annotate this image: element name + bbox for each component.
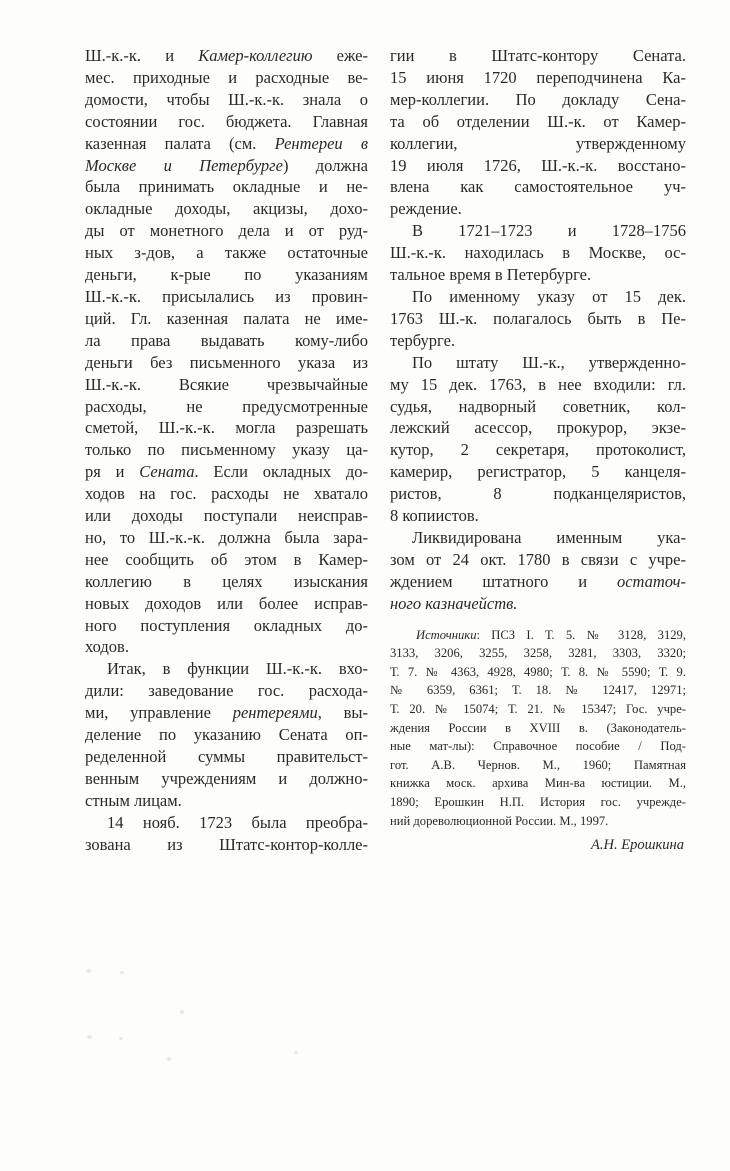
text-segment: домости, чтобы Ш.-к.-к. знала о — [85, 89, 368, 109]
text-line — [85, 308, 368, 330]
text-line — [85, 702, 368, 724]
text-segment: деньги без письменного указа из — [85, 352, 368, 372]
text-line — [390, 133, 686, 155]
text-segment: мер-коллегии. По докладу Сена- — [390, 89, 686, 109]
text-line — [390, 681, 686, 700]
text-segment: книжка моск. архива Мин-ва юстиции. М., — [390, 776, 686, 791]
text-segment: коллегии, утвержденному — [390, 133, 686, 153]
text-segment: ций. Гл. казенная палата не име- — [85, 308, 368, 328]
italic-text-segment: ного казначейств. — [390, 593, 518, 613]
left-column — [85, 45, 368, 856]
text-line — [85, 812, 368, 834]
text-line — [85, 155, 368, 177]
text-line — [390, 352, 686, 374]
text-segment: ходов. — [85, 637, 129, 657]
text-segment: гии в Штатс-контору Сената. — [390, 46, 686, 65]
text-segment: 8 копиистов. — [390, 506, 479, 526]
text-segment: . Если окладных до- — [194, 462, 369, 482]
text-line — [85, 133, 368, 155]
text-line — [390, 286, 686, 308]
text-segment: В 1721–1723 и 1728–1756 — [412, 221, 686, 241]
text-segment: 1890; Ерошкин Н.П. История гос. учрежде- — [390, 794, 686, 809]
scan-speck — [294, 1051, 298, 1054]
text-line — [390, 439, 686, 461]
text-segment: № 6359, 6361; Т. 18. № 12417, 12971; — [390, 683, 686, 698]
text-segment: лежский асессор, прокурор, экзе- — [390, 418, 686, 438]
text-segment: Ш.-к.-к. и — [85, 46, 199, 65]
text-segment: или доходы поступали неисправ- — [85, 506, 368, 526]
text-segment: ного поступления окладных до- — [85, 615, 368, 635]
text-line — [390, 571, 686, 593]
text-line — [390, 198, 686, 220]
text-segment: дили: заведование гос. расхода- — [85, 681, 368, 701]
text-segment: только по письменному указу ца- — [85, 440, 368, 460]
text-line — [85, 286, 368, 308]
text-line — [390, 700, 686, 719]
text-segment: реждение. — [390, 199, 462, 219]
text-line — [390, 549, 686, 571]
text-segment: Ш.-к.-к. находилась в Москве, ос- — [390, 243, 686, 263]
text-segment: окладные доходы, акцизы, дохо- — [85, 199, 368, 219]
text-line — [85, 746, 368, 768]
text-segment: деньги, к-рые по указаниям — [85, 265, 368, 285]
text-line — [390, 812, 686, 831]
text-segment: ды от монетного дела и от руд- — [85, 221, 368, 241]
text-line — [85, 483, 368, 505]
text-segment: еже- — [312, 46, 368, 65]
italic-text-segment: Источники — [416, 627, 477, 642]
text-segment: кутор, 2 секретаря, протоколист, — [390, 440, 686, 460]
text-segment: 15 июня 1720 переподчинена Ка- — [390, 67, 686, 87]
italic-text-segment: рентереями — [232, 703, 318, 723]
text-line — [85, 374, 368, 396]
text-line — [390, 89, 686, 111]
italic-text-segment: Рентереи в — [274, 133, 368, 153]
text-line — [390, 505, 686, 527]
scan-speck — [87, 1035, 92, 1039]
text-segment: Ликвидирована именным ука- — [412, 527, 686, 547]
text-segment: мес. приходные и расходные ве- — [85, 67, 368, 87]
scan-speck — [119, 1037, 123, 1040]
text-line — [85, 330, 368, 352]
text-segment: Итак, в функции Ш.-к.-к. вхо- — [107, 659, 368, 679]
text-line — [85, 593, 368, 615]
text-segment: казенная палата (см. — [85, 133, 275, 153]
text-segment: Т. 20. № 15074; Т. 21. № 15347; Гос. учре- — [390, 701, 686, 716]
text-segment: расходы, не предусмотренные — [85, 396, 368, 416]
text-line — [390, 374, 686, 396]
text-line — [390, 756, 686, 775]
text-line — [85, 527, 368, 549]
sources-block — [390, 626, 686, 831]
text-line — [390, 737, 686, 756]
text-segment: По именному указу от 15 дек. — [412, 286, 686, 306]
text-segment: ря и — [85, 462, 140, 482]
text-line — [390, 527, 686, 549]
text-segment: Т. 7. № 4363, 4928, 4980; Т. 8. № 5590; Т. 9. — [390, 664, 686, 679]
text-line — [85, 790, 368, 812]
text-segment: ла права выдавать кому-либо — [85, 330, 368, 350]
text-line — [390, 111, 686, 133]
text-segment: та об отделении Ш.-к. от Камер- — [390, 111, 686, 131]
text-segment: ределенной суммы правительст- — [85, 747, 368, 766]
text-segment: венным учреждениям и должно- — [85, 768, 368, 788]
text-segment: коллегию в целях изыскания — [85, 571, 368, 591]
text-line — [390, 774, 686, 793]
two-column-text-block — [85, 45, 686, 856]
text-segment: тальное время в Петербурге. — [390, 265, 592, 285]
text-line — [390, 461, 686, 483]
text-segment: нее сообщить об этом в Камер- — [85, 549, 368, 569]
italic-text-segment: остаточ- — [616, 571, 686, 591]
text-segment: 3133, 3206, 3255, 3258, 3281, 3303, 3320; — [390, 646, 686, 661]
text-line — [85, 67, 368, 89]
text-segment: 14 нояб. 1723 была преобра- — [107, 812, 368, 832]
text-segment: ) должна — [282, 155, 368, 175]
text-segment: камерир, регистратор, 5 канцеля- — [390, 462, 686, 482]
text-line — [390, 593, 686, 615]
scan-speck — [167, 1057, 171, 1061]
right-column-body — [390, 45, 686, 615]
text-line — [85, 768, 368, 790]
text-line — [390, 396, 686, 418]
text-line — [390, 264, 686, 286]
text-line — [85, 89, 368, 111]
text-segment: сметой, Ш.-к.-к. могла разрешать — [85, 418, 368, 438]
text-segment: , вы- — [317, 703, 368, 723]
text-segment: тербурге. — [390, 330, 456, 350]
text-segment: зована из Штатс-контор-колле- — [85, 834, 368, 854]
text-line — [390, 663, 686, 682]
text-segment: По штату Ш.-к., утвержденно- — [412, 352, 686, 372]
text-segment: 19 июля 1726, Ш.-к.-к. восстано- — [390, 155, 686, 175]
text-line — [85, 571, 368, 593]
text-line — [390, 242, 686, 264]
text-segment: была принимать окладные и не- — [85, 177, 368, 197]
text-line — [85, 352, 368, 374]
italic-text-segment: Камер-коллегию — [198, 46, 313, 65]
text-line — [85, 45, 368, 67]
text-line — [390, 220, 686, 242]
text-segment: деление по указанию Сената оп- — [85, 725, 368, 745]
text-segment: ждения России в XVIII в. (Законодатель- — [390, 720, 686, 735]
text-line — [85, 549, 368, 571]
text-line — [85, 111, 368, 133]
text-line — [85, 724, 368, 746]
text-line — [85, 396, 368, 418]
text-line — [390, 483, 686, 505]
text-segment: ходов на гос. расходы не хватало — [85, 484, 368, 504]
text-segment: ждением штатного и — [390, 571, 617, 591]
text-segment: 1763 Ш.-к. полагалось быть в Пе- — [390, 308, 686, 328]
text-line — [85, 417, 368, 439]
text-line — [85, 461, 368, 483]
text-segment: ных з-дов, а также остаточные — [85, 243, 368, 263]
right-column — [390, 45, 686, 856]
text-segment: Ш.-к.-к. присылались из провин- — [85, 286, 368, 306]
text-line — [390, 45, 686, 67]
text-segment: состоянии гос. бюджета. Главная — [85, 111, 368, 131]
text-line — [390, 417, 686, 439]
text-line — [85, 264, 368, 286]
text-segment: ные мат-лы): Справочное пособие / Под- — [390, 739, 686, 754]
text-line — [85, 658, 368, 680]
scan-speck — [86, 969, 91, 973]
text-segment: му 15 дек. 1763, в нее входили: гл. — [390, 374, 686, 394]
scan-speck — [180, 1010, 184, 1014]
text-line — [390, 644, 686, 663]
text-line — [85, 615, 368, 637]
text-segment: гот. А.В. Чернов. М., 1960; Памятная — [390, 757, 686, 772]
text-line — [85, 505, 368, 527]
text-line — [390, 67, 686, 89]
text-line — [85, 680, 368, 702]
text-line — [390, 626, 686, 645]
text-segment: зом от 24 окт. 1780 в связи с учре- — [390, 549, 686, 569]
italic-text-segment: Москве и Петербурге — [85, 155, 283, 175]
text-line — [390, 176, 686, 198]
text-line — [85, 220, 368, 242]
text-line — [390, 719, 686, 738]
text-segment: но, то Ш.-к.-к. должна была зара- — [85, 527, 368, 547]
text-segment: ний дореволюционной России. М., 1997. — [390, 813, 609, 828]
text-line — [390, 330, 686, 352]
text-segment: стным лицам. — [85, 790, 182, 810]
text-line — [390, 793, 686, 812]
text-line — [85, 439, 368, 461]
text-segment: ристов, 8 подканцеляристов, — [390, 484, 686, 504]
text-segment: новых доходов или более исправ- — [85, 593, 368, 613]
text-segment: судья, надворный советник, кол- — [390, 396, 686, 416]
text-segment: ми, управление — [85, 703, 233, 723]
text-segment: Ш.-к.-к. Всякие чрезвычайные — [85, 374, 368, 394]
author-signature: А.Н. Ерошкина — [591, 837, 684, 854]
text-line — [85, 834, 368, 856]
text-line — [85, 176, 368, 198]
scan-speck — [120, 971, 124, 974]
text-segment: влена как самостоятельное уч- — [390, 177, 686, 197]
text-line — [85, 242, 368, 264]
text-line — [390, 155, 686, 177]
text-segment: : ПСЗ I. Т. 5. № 3128, 3129, — [476, 627, 686, 642]
text-line — [85, 636, 368, 658]
italic-text-segment: Сената — [139, 462, 195, 482]
text-line — [85, 198, 368, 220]
text-line — [390, 308, 686, 330]
